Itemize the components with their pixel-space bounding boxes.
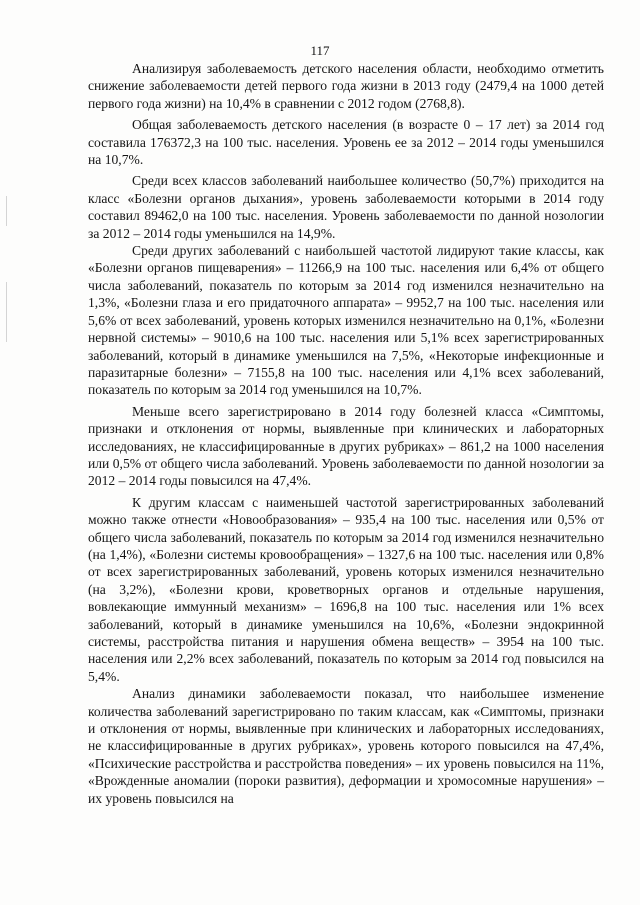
paragraph-respiratory-diseases: Среди всех классов заболеваний наибольшее количество (50,7%) приходится на класс «Болезни органов дыхания», уровень заболеваемости которыми в 2014 году составил 89462,0 на 100 тыс. населения. Уровень заболеваемости по данной нозологии за 2012 – 2014 годы уменьшился на 14,9%. bbox=[88, 173, 604, 241]
paragraph-low-frequency-classes: К другим классам с наименьшей частотой зарегистрированных заболеваний можно также отнести «Новообразования» – 935,4 на 100 тыс. населения или 0,5% от общего числа заболеваний, показатель по которым за 2014 год изменился незначительно (на 1,4%), «Болезни системы кровообращения» – 1327,6 на 100 тыс. населения или 0,8% от всех зарегистрированных заболеваний, уровень которых изменился незначительно (на 3,2%), «Болезни крови, кроветворных органов и отдельные нарушения, вовлекающие иммунный механизм» – 1696,8 на 100 тыс. населения или 1% всех заболеваний, который в динамике уменьшился на 10,6%, «Болезни эндокринной системы, расстройства питания и нарушения обмена веществ» – 3954 на 100 тыс. населения или 2,2% всех заболеваний, показатель по которым за 2014 год повысился на 5,4%. bbox=[88, 494, 604, 684]
paragraph-child-morbidity-intro: Анализируя заболеваемость детского населения области, необходимо отметить снижение заболеваемости детей первого года жизни в 2013 году (2479,4 на 1000 детей первого года жизни) на 10,4% в сравнении с 2012 годом (2768,8). bbox=[88, 61, 604, 111]
page-number: 117 bbox=[310, 43, 330, 58]
paragraph-overall-morbidity: Общая заболеваемость детского населения (в возрасте 0 – 17 лет) за 2014 год составила 176372,3 на 100 тыс. населения. Уровень ее за 2012 – 2014 годы уменьшился на 10,7%. bbox=[88, 117, 604, 168]
paragraph-least-registered: Меньше всего зарегистрировано в 2014 году болезней класса «Симптомы, признаки и отклонения от нормы, выявленные при клинических и лабораторных исследованиях, не классифицированные в других рубриках» – 861,2 на 1000 населения или 0,5% от общего числа заболеваний. Уровень заболеваемости по данной нозологии за 2012 – 2014 годы повысился на 47,4%. bbox=[88, 403, 604, 489]
document-body bbox=[88, 60, 604, 807]
paragraph-dynamics-analysis: Анализ динамики заболеваемости показал, что наибольшее изменение количества заболеваний зарегистрировано по таким классам, как «Симптомы, признаки и отклонения от нормы, выявленные при клинических и лабораторных исследованиях, не классифицированные в других рубриках», уровень которого повысился на 47,4%, «Психические расстройства и расстройства поведения» – их уровень повысился на 11%, «Врожденные аномалии (пороки развития), деформации и хромосомные нарушения» – их уровень повысился на bbox=[88, 686, 604, 806]
scan-margin-mark bbox=[6, 196, 7, 226]
paragraph-other-leading-classes: Среди других заболеваний с наибольшей частотой лидируют такие классы, как «Болезни органов пищеварения» – 11266,9 на 100 тыс. населения или 6,4% от общего числа заболеваний, показатель по которым за 2014 год изменился незначительно на 1,3%, «Болезни глаза и его придаточного аппарата» – 9952,7 на 100 тыс. населения или 5,6% от всех заболеваний, уровень которых изменился незначительно на 0,1%, «Болезни нервной системы» – 9010,6 на 100 тыс. населения или 5,1% всех зарегистрированных заболеваний, который в динамике уменьшился на 7,5%, «Некоторые инфекционные и паразитарные болезни» – 7155,8 на 100 тыс. населения или 4,1% всех заболеваний, показатель по которым за 2014 год уменьшился на 10,7%. bbox=[88, 243, 604, 398]
scan-margin-mark bbox=[6, 282, 7, 342]
